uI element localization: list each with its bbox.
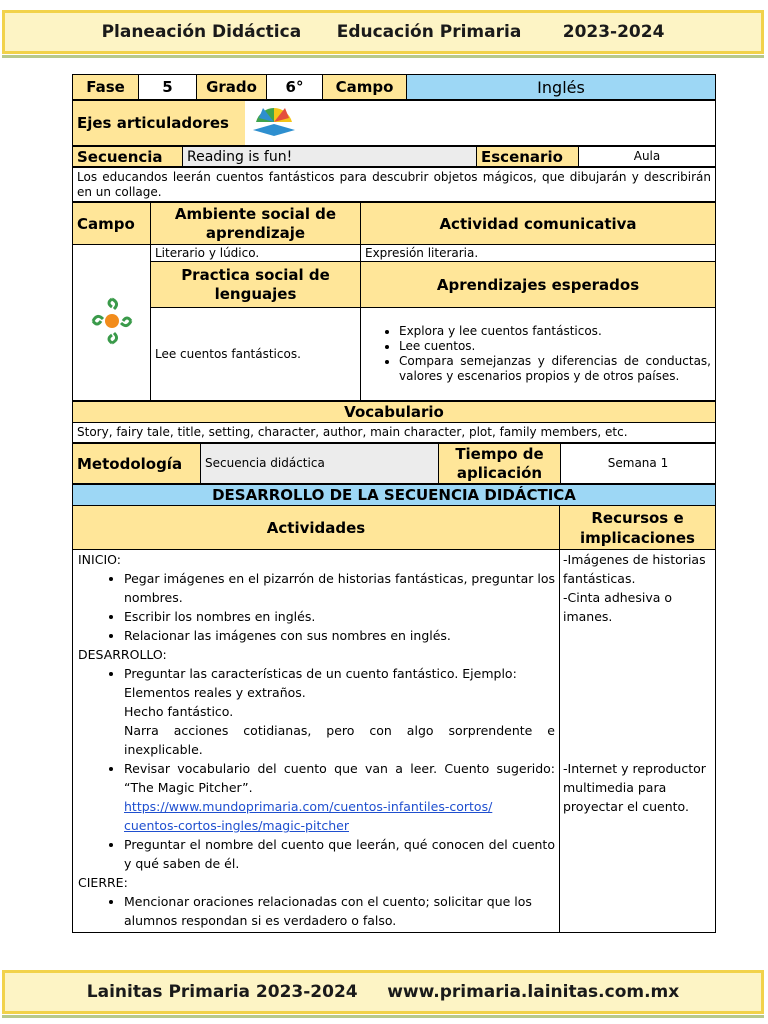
header-banner [2, 10, 764, 54]
footer-title: Lainitas Primaria 2023-2024 [86, 982, 358, 1002]
campo-table-label: Campo [73, 203, 151, 245]
campo-value: Inglés [407, 75, 716, 100]
description-table [72, 167, 716, 202]
sequence-description: Los educandos leerán cuentos fantásticos para descubrir objetos mágicos, que dibujarán y describirán en un collage. [73, 168, 716, 202]
actividades-cell [73, 550, 560, 933]
ambiente-value: Literario y lúdico. [151, 245, 361, 262]
aprendizaje-item: • Explora y lee cuentos fantásticos. [399, 324, 711, 339]
footer-website: www.primaria.lainitas.com.mx [387, 982, 680, 1002]
metodologia-table [72, 443, 716, 484]
fase-label: Fase [73, 75, 139, 100]
cierre-list [78, 892, 555, 930]
recursos-cell [560, 550, 716, 933]
ejes-icons [245, 101, 716, 146]
story-link-continued[interactable]: cuentos-cortos-ingles/magic-pitcher [124, 818, 349, 833]
desarrollo-item [124, 664, 555, 759]
cierre-item: • Mencionar oraciones relacionadas con el cuento; solicitar que los alumnos respondan si es verdadero o falso. [124, 892, 555, 930]
escenario-label: Escenario [477, 147, 579, 167]
aprendizaje-item: • Lee cuentos. [399, 339, 711, 354]
cierre-label: CIERRE: [78, 875, 128, 890]
metodologia-label: Metodología [73, 444, 201, 484]
inicio-list [78, 569, 555, 645]
inicio-item: • Relacionar las imágenes con sus nombres en inglés. [124, 626, 555, 645]
grado-label: Grado [197, 75, 267, 100]
desarrollo-table [72, 484, 716, 933]
desarrollo-list [78, 664, 555, 873]
campo-label: Campo [323, 75, 407, 100]
actividad-value: Expresión literaria. [361, 245, 716, 262]
aprendizajes-cell [361, 308, 716, 401]
vocabulario-value: Story, fairy tale, title, setting, character, author, main character, plot, family members, etc. [73, 423, 716, 443]
secuencia-value: Reading is fun! [183, 147, 477, 167]
aprendizajes-list [365, 324, 711, 384]
desarrollo-line: Narra acciones cotidianas, pero con algo sorprendente e inexplicable. [124, 723, 555, 757]
tiempo-value: Semana 1 [561, 444, 716, 484]
grado-value: 6° [267, 75, 323, 100]
inicio-item: • Escribir los nombres en inglés. [124, 607, 555, 626]
ejes-table [72, 100, 716, 146]
planning-document [72, 74, 716, 933]
aprendizaje-item: • Compara semejanzas y diferencias de conductas, valores y escenarios propios y de otros países. [399, 354, 711, 384]
ejes-articuladores-icon [249, 102, 299, 140]
practica-label: Practica social de lenguajes [151, 262, 361, 308]
campo-lenguajes-icon [90, 296, 134, 346]
desarrollo-title: DESARROLLO DE LA SECUENCIA DIDÁCTICA [73, 485, 716, 506]
info-table [72, 74, 716, 100]
desarrollo-label: DESARROLLO: [78, 647, 167, 662]
desarrollo-item [124, 759, 555, 835]
header-year: 2023-2024 [562, 22, 665, 42]
practica-value: Lee cuentos fantásticos. [151, 308, 361, 401]
campo-table [72, 202, 716, 401]
footer-divider [2, 1015, 764, 1018]
escenario-value: Aula [579, 147, 716, 167]
secuencia-table [72, 146, 716, 167]
inicio-label: INICIO: [78, 552, 121, 567]
desarrollo-line: • Preguntar las características de un cuento fantástico. Ejemplo: [124, 666, 517, 681]
vocabulario-table [72, 401, 716, 443]
story-link[interactable]: https://www.mundoprimaria.com/cuentos-infantiles-cortos/ [124, 799, 493, 814]
ejes-label: Ejes articuladores [73, 101, 245, 146]
metodologia-value: Secuencia didáctica [201, 444, 439, 484]
desarrollo-item: • Preguntar el nombre del cuento que leerán, qué conocen del cuento y qué saben de él. [124, 835, 555, 873]
recurso-item: -Cinta adhesiva o imanes. [563, 590, 673, 624]
secuencia-label: Secuencia [73, 147, 183, 167]
recurso-item: -Internet y reproductor multimedia para proyectar el cuento. [563, 761, 706, 814]
vocabulario-label: Vocabulario [73, 402, 716, 423]
desarrollo-line: Elementos reales y extraños. [124, 685, 306, 700]
ambiente-label: Ambiente social de aprendizaje [151, 203, 361, 245]
header-divider [2, 55, 764, 58]
campo-icon-cell [73, 245, 151, 401]
aprendizajes-label: Aprendizajes esperados [361, 262, 716, 308]
desarrollo-line: Hecho fantástico. [124, 704, 234, 719]
desarrollo-item-text: Revisar vocabulario del cuento que van a leer. Cuento sugerido: “The Magic Pitcher”. [124, 761, 555, 795]
header-level: Educación Primaria [336, 22, 522, 42]
fase-value: 5 [139, 75, 197, 100]
tiempo-label: Tiempo de aplicación [439, 444, 561, 484]
actividad-label: Actividad comunicativa [361, 203, 716, 245]
footer-banner [2, 970, 764, 1014]
header-title: Planeación Didáctica [101, 22, 302, 42]
actividades-label: Actividades [73, 506, 560, 550]
recursos-label: Recursos e implicaciones [560, 506, 716, 550]
inicio-item: • Pegar imágenes en el pizarrón de historias fantásticas, preguntar los nombres. [124, 569, 555, 607]
recurso-item: -Imágenes de historias fantásticas. [563, 552, 706, 586]
